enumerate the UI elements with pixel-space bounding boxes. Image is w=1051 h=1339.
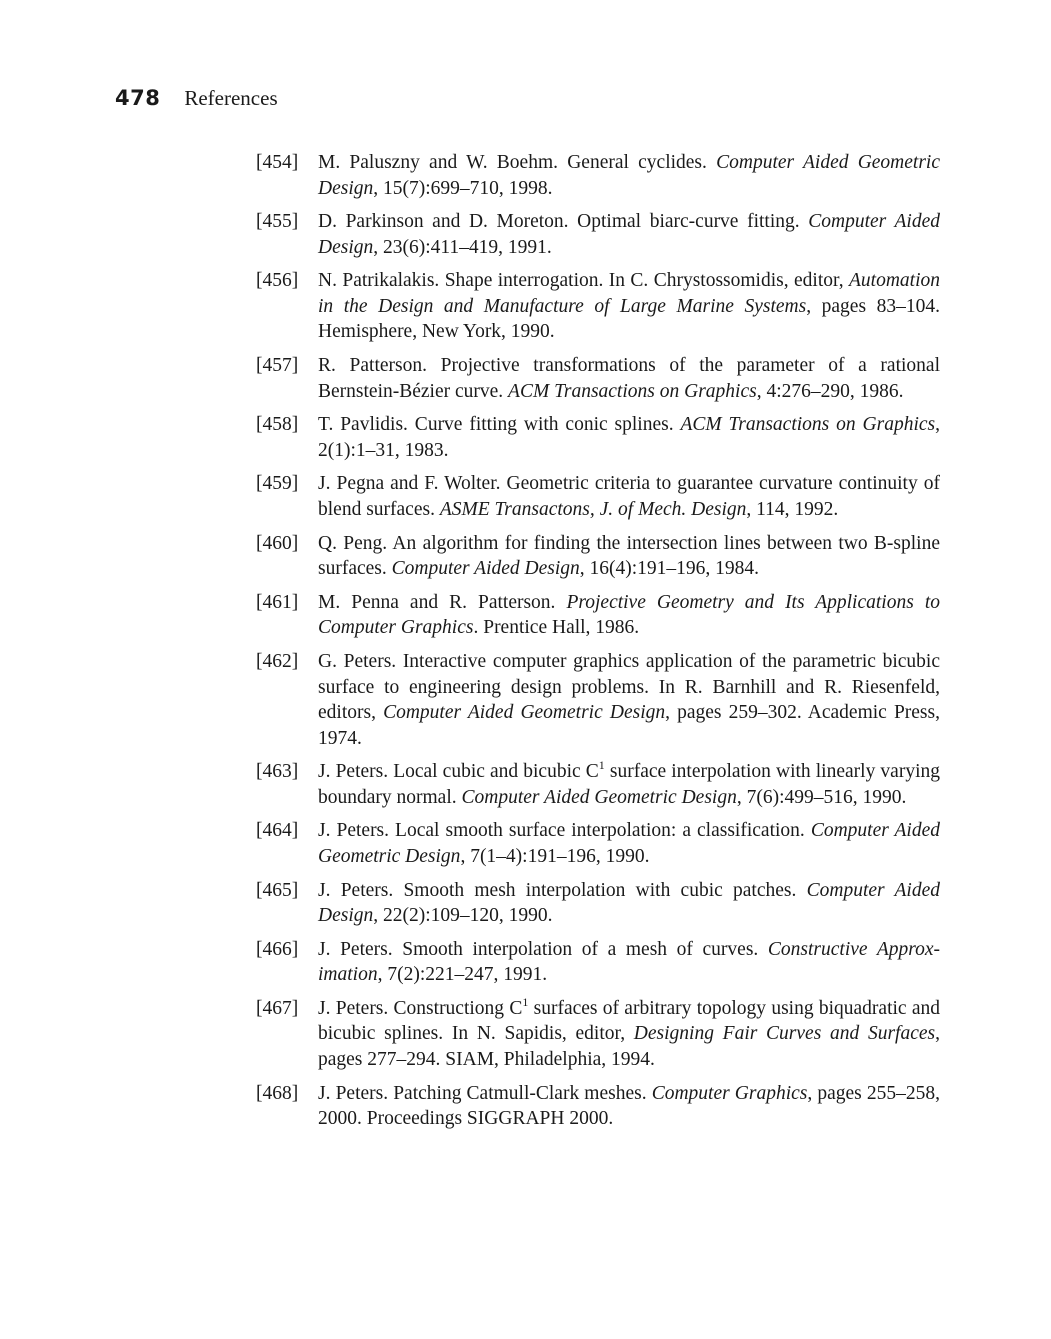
reference-459 bbox=[256, 471, 940, 522]
reference-text bbox=[318, 209, 940, 260]
reference-text bbox=[318, 937, 940, 988]
reference-venue: Computer Aided Geometric Design bbox=[318, 820, 940, 867]
reference-venue: Designing Fair Curves and Surfaces bbox=[633, 1023, 936, 1045]
reference-number: [462] bbox=[256, 651, 299, 672]
reference-text bbox=[318, 268, 940, 345]
reference-number: [463] bbox=[256, 761, 299, 783]
reference-text bbox=[318, 590, 940, 641]
reference-number: [464] bbox=[256, 820, 299, 842]
reference-details: , 23(6):411–419, 1991. bbox=[373, 236, 552, 258]
reference-456 bbox=[256, 268, 940, 345]
reference-number: [465] bbox=[256, 879, 299, 901]
reference-authors-title: J. Peters. Local cubic and bicubic C bbox=[318, 761, 599, 783]
reference-468 bbox=[256, 1081, 940, 1132]
reference-title-cont: surfaces of arbitrary topology using biquadratic and bicubic splines. In N. Sapidis, editor, bbox=[318, 997, 940, 1045]
reference-details: , 114, 1992. bbox=[746, 498, 839, 520]
reference-text bbox=[318, 649, 940, 751]
reference-authors-title: R. Patterson. Projective transformations of the parameter of a rational Bernstein-Bézier curve. bbox=[318, 355, 940, 402]
reference-authors-title: J. Peters. Smooth interpolation of a mesh of curves. bbox=[318, 938, 768, 960]
reference-462 bbox=[256, 649, 940, 751]
reference-venue: Computer Aided Geometric Design bbox=[383, 702, 666, 723]
reference-text bbox=[318, 412, 940, 463]
reference-number: [457] bbox=[256, 355, 299, 377]
reference-authors-title: D. Parkinson and D. Moreton. Optimal biarc-curve fitting. bbox=[318, 211, 809, 233]
reference-details: , 2(1):1–31, 1983. bbox=[318, 414, 940, 461]
reference-authors-title: J. Peters. Local smooth surface interpolation: a classification. bbox=[318, 820, 811, 842]
reference-details: , pages 277–294. SIAM, Philadelphia, 1994. bbox=[318, 1023, 940, 1070]
reference-461 bbox=[256, 590, 940, 641]
reference-details: , 22(2):109–120, 1990. bbox=[373, 905, 553, 927]
reference-466 bbox=[256, 937, 940, 988]
reference-465 bbox=[256, 878, 940, 929]
reference-text bbox=[318, 1081, 940, 1132]
reference-460 bbox=[256, 531, 940, 582]
reference-authors-title: T. Pavlidis. Curve fitting with conic splines. bbox=[318, 414, 681, 436]
reference-venue: Computer Aided Design bbox=[318, 211, 940, 258]
reference-number: [456] bbox=[256, 270, 299, 292]
reference-text bbox=[318, 878, 940, 929]
reference-number: [455] bbox=[256, 211, 299, 233]
reference-authors-title: Q. Peng. An algorithm for finding the intersection lines between two B-spline surfaces. bbox=[318, 532, 940, 580]
reference-venue: Computer Graphics bbox=[651, 1082, 808, 1104]
reference-venue: ACM Transactions on Graphics bbox=[508, 380, 757, 402]
reference-details: , 15(7):699–710, 1998. bbox=[373, 177, 553, 199]
reference-details: , pages 83–104. Hemisphere, New York, 1990. bbox=[318, 295, 940, 343]
reference-details: , 4:276–290, 1986. bbox=[756, 380, 904, 402]
reference-authors-title: J. Pegna and F. Wolter. Geometric criteria to guarantee curvature continuity of blend surfaces. bbox=[318, 473, 940, 520]
reference-details: . Prentice Hall, 1986. bbox=[473, 617, 640, 639]
reference-venue: ACM Transactions on Graphics bbox=[680, 414, 936, 436]
reference-number: [458] bbox=[256, 414, 299, 436]
reference-authors-title: J. Peters. Smooth mesh interpolation with cubic patches. bbox=[318, 879, 807, 901]
reference-venue: Projective Geometry and Its Applications to Computer Graphics bbox=[318, 591, 940, 639]
reference-venue: ASME Transactons, J. of Mech. Design bbox=[439, 498, 747, 520]
reference-authors-title: J. Peters. Patching Catmull-Clark meshes. bbox=[318, 1082, 652, 1104]
reference-text bbox=[318, 996, 940, 1073]
reference-number: [461] bbox=[256, 591, 299, 613]
reference-venue: Automation in the Design and Manufacture of Large Marine Systems bbox=[318, 270, 940, 317]
superscript: 1 bbox=[522, 994, 529, 1009]
reference-text bbox=[318, 150, 940, 201]
reference-title-cont: surface interpolation with linearly varying boundary normal. bbox=[318, 761, 940, 808]
reference-463 bbox=[256, 759, 940, 810]
reference-455 bbox=[256, 209, 940, 260]
reference-454 bbox=[256, 150, 940, 201]
reference-number: [454] bbox=[256, 152, 299, 173]
reference-venue: Constructive Approximation bbox=[318, 938, 940, 986]
reference-457 bbox=[256, 353, 940, 404]
reference-details: , 7(6):499–516, 1990. bbox=[736, 786, 907, 808]
reference-458 bbox=[256, 412, 940, 463]
running-head: References bbox=[184, 86, 278, 110]
reference-list bbox=[256, 150, 940, 1140]
reference-number: [459] bbox=[256, 473, 299, 495]
reference-details: , pages 255–258, 2000. Proceedings SIGGRAPH 2000. bbox=[318, 1082, 940, 1130]
reference-authors-title: G. Peters. Interactive computer graphics application of the parametric bicubic surface to engineering design problems. In R. Barnhill and R. Riesenfeld, editors, bbox=[318, 651, 940, 723]
reference-text bbox=[318, 471, 940, 522]
reference-text bbox=[318, 759, 940, 810]
superscript: 1 bbox=[598, 758, 605, 773]
reference-text bbox=[318, 818, 940, 869]
reference-venue: Computer Aided Geometric Design bbox=[461, 786, 737, 808]
reference-text bbox=[318, 531, 940, 582]
reference-text bbox=[318, 353, 940, 404]
reference-number: [460] bbox=[256, 532, 299, 554]
reference-details: , 7(1–4):191–196, 1990. bbox=[460, 845, 650, 867]
reference-number: [467] bbox=[256, 997, 299, 1019]
reference-number: [466] bbox=[256, 938, 299, 960]
reference-authors-title: J. Peters. Constructiong C bbox=[318, 997, 523, 1019]
reference-venue: Computer Aided Design bbox=[391, 558, 580, 580]
reference-467 bbox=[256, 996, 940, 1073]
reference-details: , 16(4):191–196, 1984. bbox=[579, 558, 760, 580]
reference-authors-title: N. Patrikalakis. Shape interrogation. In C. Chrystossomidis, editor, bbox=[318, 270, 849, 292]
reference-number: [468] bbox=[256, 1082, 299, 1104]
reference-venue: Computer Aided Design bbox=[318, 879, 940, 927]
reference-authors-title: M. Paluszny and W. Boehm. General cyclides. bbox=[318, 152, 717, 173]
page-header bbox=[115, 86, 278, 111]
reference-authors-title: M. Penna and R. Patterson. bbox=[318, 591, 567, 613]
page-number: 478 bbox=[115, 86, 161, 110]
reference-details: , pages 259–302. Academic Press, 1974. bbox=[318, 702, 940, 749]
reference-venue: Computer Aided Geometric Design bbox=[318, 152, 940, 199]
reference-details: , 7(2):221–247, 1991. bbox=[377, 964, 548, 986]
reference-464 bbox=[256, 818, 940, 869]
